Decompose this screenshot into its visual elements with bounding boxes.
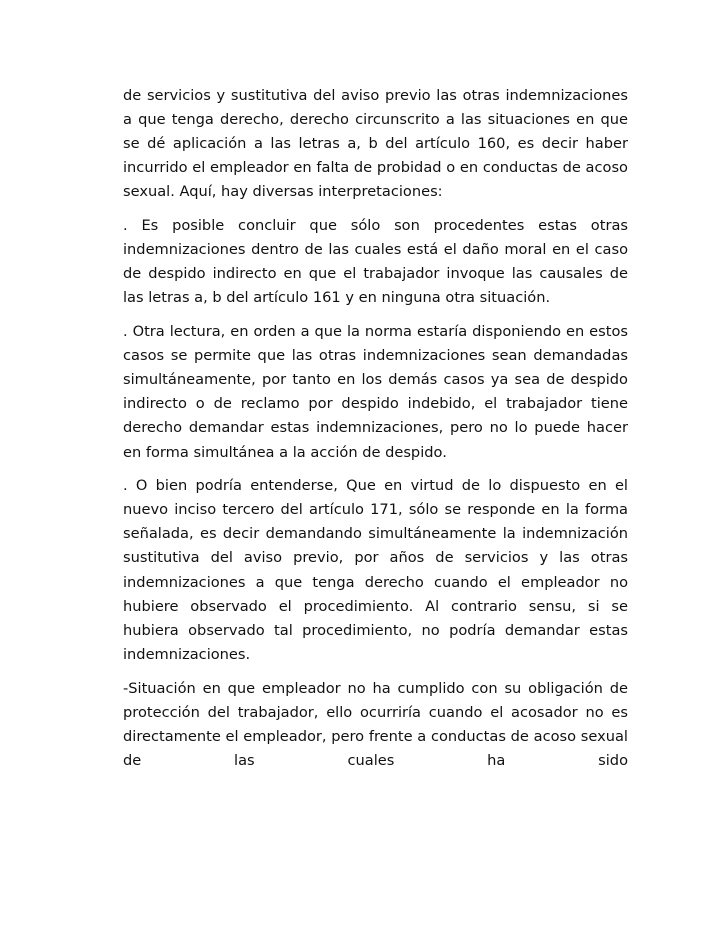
paragraph-3: . Otra lectura, en orden a que la norma estaría disponiendo en estos casos se permite que las otras indemnizaciones sean demandadas simultáneamente, por tanto en los demás casos ya sea de despido indirecto o de reclamo por despido indebido, el trabajador tiene derecho demandar estas indemnizaciones, pero no lo puede hacer en forma simultánea a la acción de despido. bbox=[123, 323, 628, 461]
paragraph-1: de servicios y sustitutiva del aviso previo las otras indemnizaciones a que tenga derecho, derecho circunscrito a las situaciones en que se dé aplicación a las letras a, b del artículo 160, es decir haber incurrido el empleador en falta de probidad o en conductas de acoso sexual. Aquí, hay diversas interpretaciones: bbox=[123, 87, 628, 201]
paragraph-2: . Es posible concluir que sólo son procedentes estas otras indemnizaciones dentro de las cuales está el daño moral en el caso de despido indirecto en que el trabajador invoque las causales de las letras a, b del artículo 161 y en ninguna otra situación. bbox=[123, 217, 628, 307]
document-page bbox=[123, 84, 628, 783]
paragraph-4: . O bien podría entenderse, Que en virtud de lo dispuesto en el nuevo inciso tercero del artículo 171, sólo se responde en la forma señalada, es decir demandando simultáneamente la indemnización sustitutiva del aviso previo, por años de servicios y las otras indemnizaciones a que tenga derecho cuando el empleador no hubiere observado el procedimiento. Al contrario sensu, si se hubiera observado tal procedimiento, no podría demandar estas indemnizaciones. bbox=[123, 477, 628, 663]
paragraph-5: -Situación en que empleador no ha cumplido con su obligación de protección del trabajador, ello ocurriría cuando el acosador no es directamente el empleador, pero frente a conductas de acoso sexual de las cuales ha sido bbox=[123, 679, 628, 769]
